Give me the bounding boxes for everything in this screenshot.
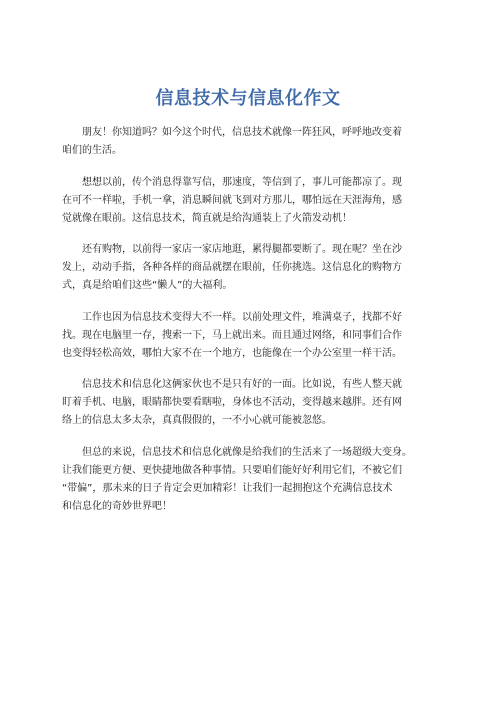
paragraph — [62, 309, 434, 363]
paragraph-line: 络上的信息太多太杂，真真假假的，一不小心就可能被忽悠。 — [62, 415, 332, 426]
paragraph-line: 但总的来说，信息技术和信息化就像是给我们的生活来了一场超级大变身。 — [82, 446, 412, 458]
paragraph — [62, 444, 434, 516]
paragraph-line: 觉就像在眼前。这信息技术，简直就是给沟通装上了火箭发动机！ — [62, 212, 352, 224]
paragraph-line: 式，真是给咱们这些“懒人”的大福利。 — [62, 280, 233, 291]
paragraph — [62, 124, 434, 160]
paragraph-line: 和信息化的奇妙世界吧！ — [62, 500, 172, 512]
document-title: 信息技术与信息化作文 — [155, 88, 341, 109]
paragraph-line: 咱们的生活。 — [62, 145, 122, 156]
paragraph — [62, 174, 434, 228]
paragraph-line: 信息技术和信息化这俩家伙也不是只有好的一面。比如说，有些人整天就 — [82, 379, 402, 390]
paragraph-line: 发上，动动手指，各种各样的商品就摆在眼前，任你挑选。这信息化的购物方 — [62, 262, 402, 273]
paragraph-line: 也变得轻松高效，哪怕大家不在一个地方，也能像在一个办公室里一样干活。 — [62, 347, 402, 359]
paragraph — [62, 376, 434, 430]
paragraph-line: “带偏”，那未来的日子肯定会更加精彩！让我们一起拥抱这个充满信息技术 — [62, 482, 393, 494]
paragraph-line: 让我们能更方便、更快捷地做各种事情。只要咱们能好好利用它们，不被它们 — [62, 464, 402, 476]
paragraph-line: 工作也因为信息技术变得大不一样。以前处理文件，堆满桌子，找都不好 — [82, 311, 402, 323]
paragraph-line: 朋友！你知道吗？如今这个时代，信息技术就像一阵狂风，呼呼地改变着 — [82, 127, 402, 138]
paragraph-line: 在可不一样啦，手机一拿，消息瞬间就飞到对方那儿，哪怕远在天涯海角，感 — [62, 194, 402, 206]
paragraph-line: 盯着手机、电脑，眼睛都快要看瞎啦，身体也不活动，变得越来越胖。还有网 — [62, 397, 402, 408]
paragraph — [62, 241, 434, 295]
paragraph-line: 想想以前，传个消息得靠写信，那速度，等信到了，事儿可能都凉了。现 — [82, 176, 402, 188]
paragraph-line: 还有购物，以前得一家店一家店地逛，累得腿都要断了。现在呢？坐在沙 — [82, 244, 402, 255]
document-body — [62, 124, 434, 529]
paragraph-line: 找。现在电脑里一存，搜索一下，马上就出来。而且通过网络，和同事们合作 — [62, 329, 402, 341]
